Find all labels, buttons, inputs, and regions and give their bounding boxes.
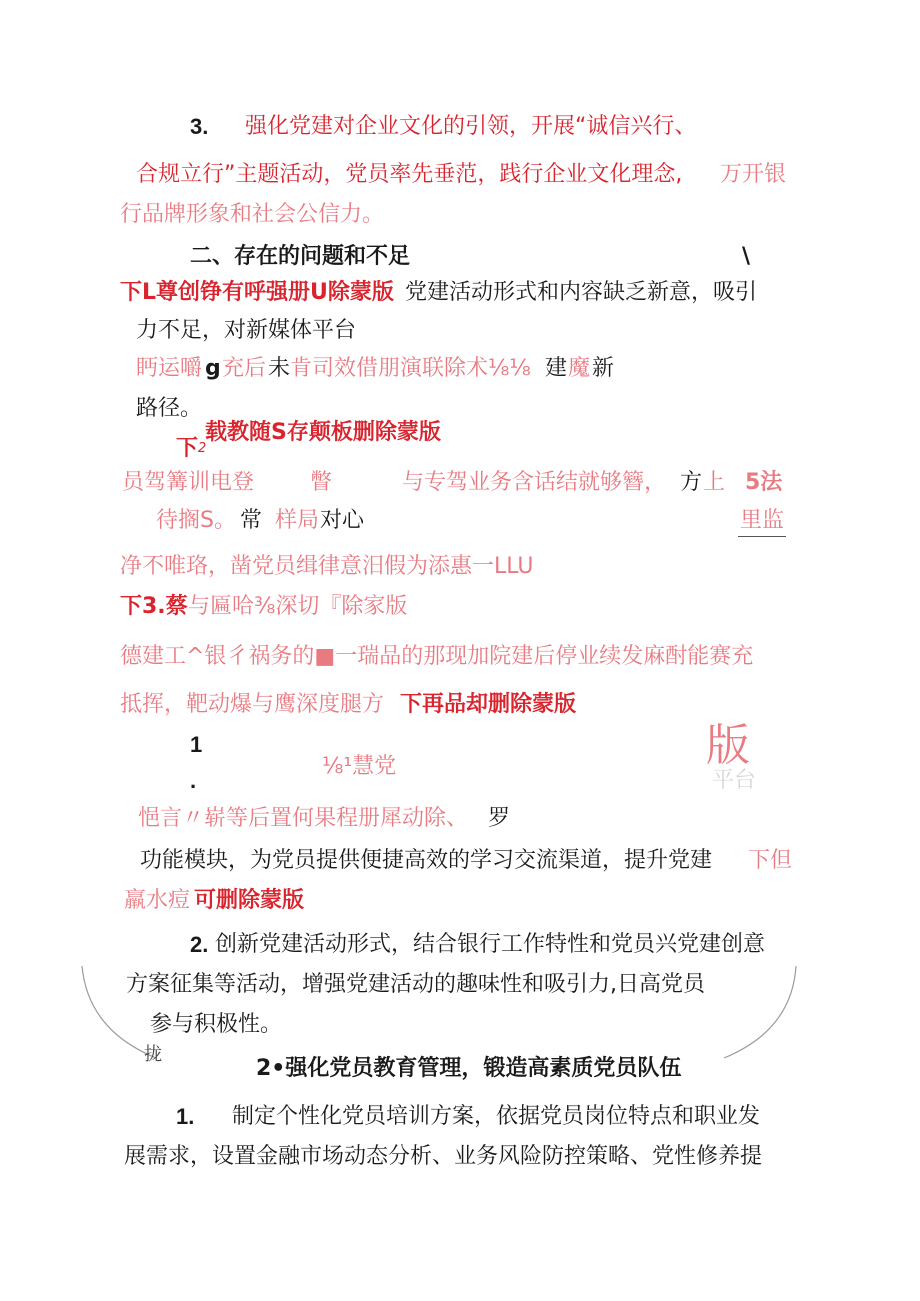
fragment-text: 罗 xyxy=(488,806,511,831)
watermark-text: 魔 xyxy=(568,356,591,381)
item-number: 1. xyxy=(176,1104,195,1129)
watermark-text: 下但 xyxy=(748,848,793,873)
paragraph-text: 创新党建活动形式，结合银行工作特性和党员兴党建创意 xyxy=(215,932,766,957)
watermark-text: 充后 xyxy=(222,356,267,381)
watermark-text: 样局 xyxy=(275,508,320,533)
watermark-text: 下3.蔡 xyxy=(120,594,188,619)
paragraph-text: 力不足，对新媒体平台 xyxy=(136,318,357,343)
watermark-text: 瞥 xyxy=(310,470,333,495)
stamp-watermark-sub: 平台 xyxy=(712,768,757,793)
watermark-text: 可删除蒙版 xyxy=(194,888,305,913)
paragraph-text: 制定个性化党员培训方案，依据党员岗位特点和职业发 xyxy=(232,1104,761,1129)
watermark-text: 羸水痘 xyxy=(124,888,191,913)
watermark-text: 载教随S存颠板删除蒙版 xyxy=(205,420,441,445)
watermark-text: 5法 xyxy=(745,470,783,495)
watermark-text: 眄运嚼 xyxy=(136,356,203,381)
watermark-text: 肯司效借朋演联除术⅛⅛ xyxy=(290,356,531,381)
item-number: 2. xyxy=(190,932,209,957)
watermark-text: 下L尊创铮有呼强册U除蒙版 xyxy=(120,280,394,305)
item-number: 1 xyxy=(190,732,203,757)
stray-mark: \ xyxy=(742,244,751,269)
watermark-text: 与匾哈⅜深切『除家版 xyxy=(188,594,408,619)
watermark-text: 抵挥，靶动爆与鹰深度腿方 xyxy=(120,692,385,717)
fragment-text: g xyxy=(205,356,221,381)
paragraph-text: 方案征集等活动，增强党建活动的趣味性和吸引力,日高党员 xyxy=(126,972,705,997)
fragment-text: 建 xyxy=(545,356,568,381)
side-mark: 拢 xyxy=(144,1044,162,1065)
watermark-text: 净不唯珞，凿党员缉律意汨假为添惠一LLU xyxy=(120,554,534,579)
paragraph-text: 路径。 xyxy=(136,396,203,421)
stamp-watermark: 版 xyxy=(706,720,750,771)
paragraph-text: 功能模块，为党员提供便捷高效的学习交流渠道，提升党建 xyxy=(140,848,713,873)
watermark-text: 下再品却删除蒙版 xyxy=(400,692,577,717)
watermark-text: ⅛¹慧党 xyxy=(322,754,397,779)
subsection-heading: 2•强化党员教育管理，锻造高素质党员队伍 xyxy=(256,1056,682,1081)
watermark-text: 里监 xyxy=(740,508,785,533)
fragment-text: 常 xyxy=(240,508,263,533)
paragraph-text: 行品牌形象和社会公信力。 xyxy=(120,202,385,227)
fragment-text: 方 xyxy=(680,470,703,495)
decorative-curve-left xyxy=(76,960,186,1070)
paragraph-text: 合规立行”主题活动，党员率先垂范，践行企业文化理念, xyxy=(136,162,683,187)
underline-mark xyxy=(738,536,786,537)
paragraph-text: 参与积极性。 xyxy=(150,1012,283,1037)
watermark-text: 上 xyxy=(703,470,726,495)
fragment-text: 未 xyxy=(268,356,291,381)
paragraph-text: 展需求，设置金融市场动态分析、业务风险防控策略、党性修养提 xyxy=(124,1144,763,1169)
item-dot: . xyxy=(190,768,197,793)
watermark-text: 德建工^银彳祸务的■一瑞品的那现加院建后停业续发麻酎能赛充 xyxy=(120,644,754,669)
watermark-text: 万开银 xyxy=(720,162,787,187)
section-heading: 二、存在的问题和不足 xyxy=(190,244,411,269)
watermark-text: 员驾篝训电登 xyxy=(122,470,255,495)
watermark-text: 与专驾业务含话结就够簪， xyxy=(402,470,667,495)
item-number: 3. xyxy=(190,114,209,139)
decorative-curve-right xyxy=(700,960,810,1070)
paragraph-text: 党建活动形式和内容缺乏新意，吸引 xyxy=(405,280,758,305)
watermark-text: 2 xyxy=(198,441,207,456)
fragment-text: 新 xyxy=(592,356,615,381)
watermark-text: 待搁S。 xyxy=(156,508,236,533)
watermark-text: 悒言〃崭等后置何果程册犀动除、 xyxy=(138,806,469,831)
watermark-text: 下 xyxy=(176,436,199,461)
fragment-text: 对心 xyxy=(320,508,365,533)
paragraph-text: 强化党建对企业文化的引领，开展“诚信兴行、 xyxy=(245,114,697,139)
